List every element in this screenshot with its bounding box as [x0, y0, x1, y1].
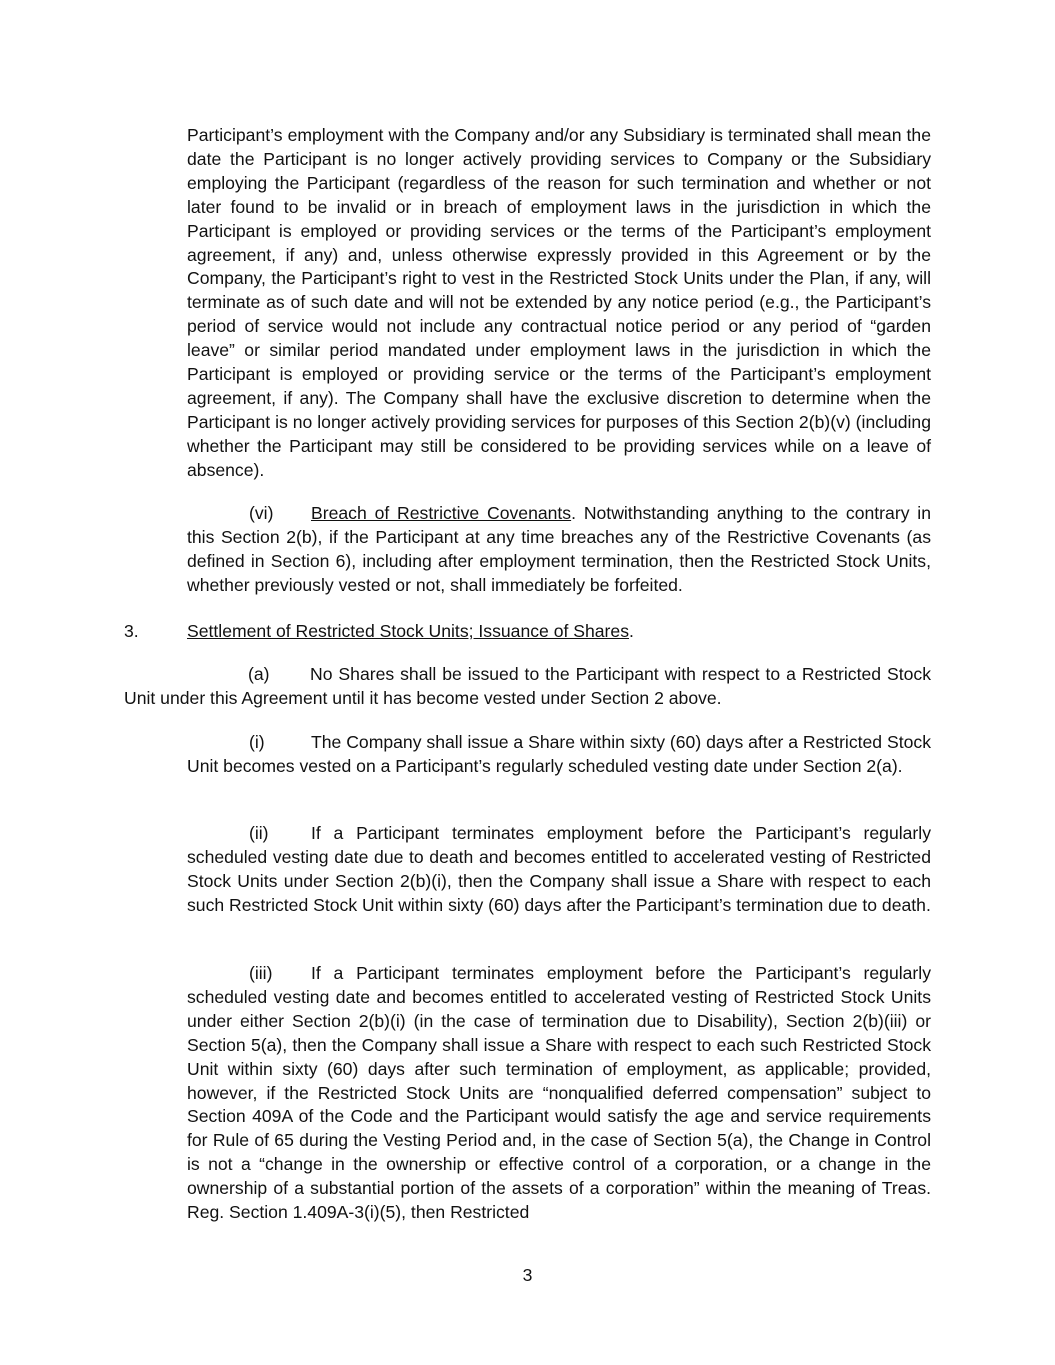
clause-number-ii: (ii) [249, 823, 269, 843]
clause-title-breach-of-restrictive-covenants: Breach of Restrictive Covenants [311, 503, 572, 523]
paragraph-3a-ii [187, 822, 931, 918]
clause-text-i: The Company shall issue a Share within sixty (60) days after a Restricted Stock Unit becomes vested on a Participant’s regularly scheduled vesting date under Section 2(a). [187, 732, 931, 776]
clause-text-iii: If a Participant terminates employment before the Participant’s regularly scheduled vesting date and becomes entitled to accelerated vesting of Restricted Stock Units under either Section 2(b)(i) (in the case of termination due to Disability), Section 2(b)(iii) or Section 5(a), then the Company shall issue a Share with respect to each such Restricted Stock Unit within sixty (60) days after such termination of employment, as applicable; provided, however, if the Restricted Stock Units are “nonqualified deferred compensation” subject to Section 409A of the Code and the Participant would satisfy the age and service requirements for Rule of 65 during the Vesting Period and, in the case of Section 5(a), the Change in Control is not a “change in the ownership or effective control of a corporation, or a change in the ownership of a substantial portion of the assets of a corporation” within the meaning of Treas. Reg. Section 1.409A-3(i)(5), then Restricted [187, 963, 931, 1223]
paragraph-3a-iii [187, 962, 931, 1225]
clause-number-vi: (vi) [249, 503, 274, 523]
paragraph-2b-v-continuation: Participant’s employment with the Company and/or any Subsidiary is terminated shall mean the date the Participant is no longer actively providing services to Company or the Subsidiary employing the Participant (regardless of the reason for such termination and whether or not later found to be invalid or in breach of employment laws in the jurisdiction in which the Participant is employed or providing services or the terms of the Participant’s employment agreement, if any) and, unless otherwise expressly provided in this Agreement or by the Company, the Participant’s right to vest in the Restricted Stock Units under the Plan, if any, will terminate as of such date and will not be extended by any notice period (e.g., the Participant’s period of service would not include any contractual notice period or any period of “garden leave” or similar period mandated under employment laws in the jurisdiction in which the Participant is employed or providing service or the terms of the Participant’s employment agreement, if any). The Company shall have the exclusive discretion to determine when the Participant is no longer actively providing services for purposes of this Section 2(b)(v) (including whether the Participant may still be considered to be providing services while on a leave of absence). [187, 125, 931, 480]
clause-number-a: (a) [248, 664, 270, 684]
page-number: 3 [522, 1265, 533, 1285]
clause-number-i: (i) [249, 732, 265, 752]
clause-text-ii: If a Participant terminates employment before the Participant’s regularly scheduled vesting date due to death and becomes entitled to accelerated vesting of Restricted Stock Units under Section 2(b)(i), then the Company shall issue a Share with respect to each such Restricted Stock Unit within sixty (60) days after the Participant’s termination due to death. [187, 823, 931, 915]
paragraph-3a [124, 663, 931, 711]
section-number: 3. [124, 621, 139, 641]
clause-number-iii: (iii) [249, 963, 273, 983]
paragraph-3a-i [187, 731, 931, 779]
clause-text-vi: . Notwithstanding anything to the contrary in this Section 2(b), if the Participant at any time breaches any of the Restrictive Covenants (as defined in Section 6), including after employment termination, then the Restricted Stock Units, whether previously vested or not, shall immediately be forfeited. [187, 503, 931, 595]
section-title: Settlement of Restricted Stock Units; Issuance of Shares [187, 621, 629, 641]
section-title-punct: . [629, 621, 634, 641]
clause-text-a: No Shares shall be issued to the Participant with respect to a Restricted Stock Unit under this Agreement until it has become vested under Section 2 above. [124, 664, 931, 708]
paragraph-2b-vi [187, 502, 931, 598]
